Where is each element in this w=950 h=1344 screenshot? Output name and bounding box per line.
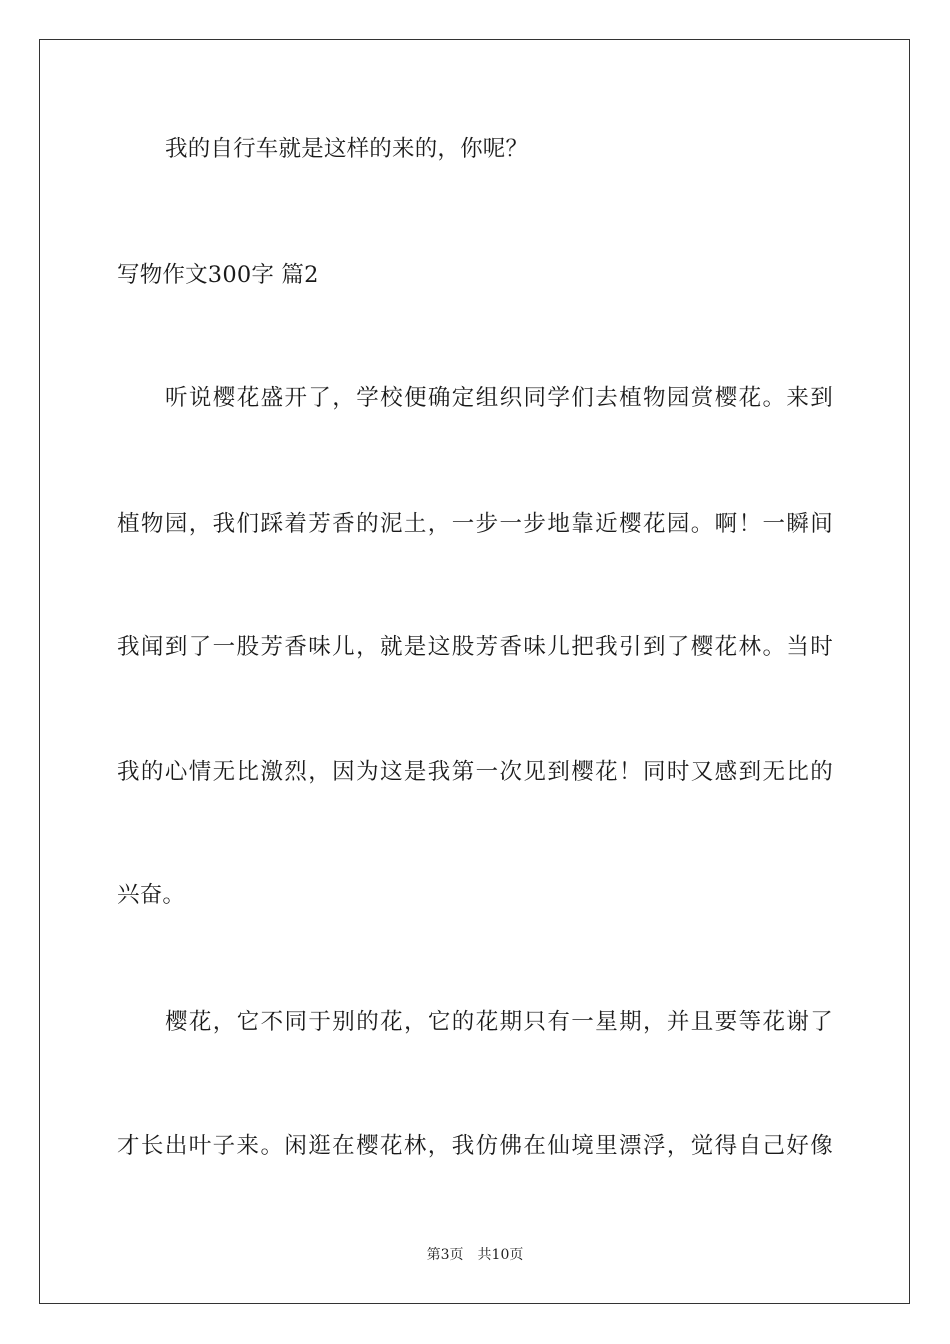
page-footer — [0, 1246, 950, 1264]
paragraph-line: 我闻到了一股芳香味儿，就是这股芳香味儿把我引到了樱花林。当时 — [117, 634, 833, 660]
page-total: 共10页 — [477, 1247, 524, 1263]
paragraph-line: 兴奋。 — [117, 882, 186, 908]
page-frame — [39, 39, 910, 1304]
paragraph-line: 樱花，它不同于别的花，它的花期只有一星期，并且要等花谢了 — [165, 1009, 833, 1035]
page-number: 第3页 — [426, 1247, 464, 1263]
paragraph-line: 听说樱花盛开了，学校便确定组织同学们去植物园赏樱花。来到 — [165, 385, 833, 411]
paragraph-line: 才长出叶子来。闲逛在樱花林，我仿佛在仙境里漂浮，觉得自己好像 — [117, 1133, 833, 1159]
section-heading: 写物作文300字 篇2 — [117, 262, 319, 288]
paragraph-line: 我的自行车就是这样的来的，你呢？ — [165, 136, 529, 162]
paragraph-line: 植物园，我们踩着芳香的泥土，一步一步地靠近樱花园。啊！一瞬间 — [117, 511, 833, 537]
paragraph-line: 我的心情无比激烈，因为这是我第一次见到樱花！同时又感到无比的 — [117, 759, 833, 785]
